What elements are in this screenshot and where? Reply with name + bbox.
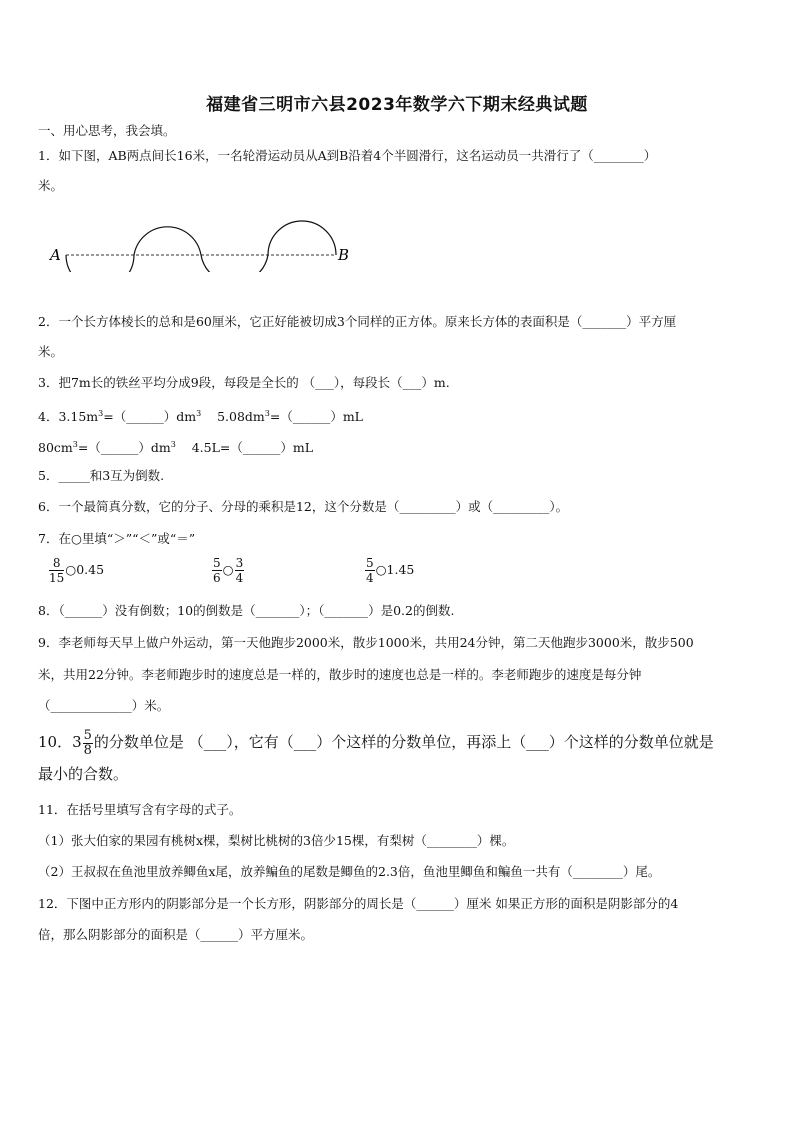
semicircle-path-figure [44,212,364,272]
question-2-line-2: 米。 [38,344,64,359]
point-a-label: A [50,246,61,264]
question-11-text: 11．在括号里填写含有字母的式子。 [38,802,242,817]
q7-item-1: $\frac{8}{15}$ ○0.45 [49,556,105,585]
question-11-part-1: （1）张大伯家的果园有桃树x棵，梨树比桃树的3倍少15棵，有梨树（________）棵。 [38,833,515,848]
question-7-items [38,556,758,592]
question-4-row-2: $80cm^3=(\_\_\_\_\_\_)dm^3$ 4.5L=（______）mL [38,440,314,456]
question-4-row-1: 4．$3.15m^3=(\_\_\_\_\_\_)dm^3$ $5.08dm^3=(\_\_\_\_\_\_)mL$ [38,409,363,425]
semicircle-2 [134,227,201,255]
question-1-line-1: 1．如下图，AB两点间长16米，一名轮滑运动员从A到B沿着4个半圆滑行，这名运动员一共滑行了（________） [38,148,657,163]
question-2-line-1: 2．一个长方体棱长的总和是60厘米，它正好能被切成3个同样的正方体。原来长方体的表面积是（_______）平方厘 [38,314,677,329]
question-1-line-2: 米。 [38,178,64,193]
question-10-line-1: 10．3 $\frac{5}{8}$ 的分数单位是 （___），它有（___）个这样的分数单位，再添上（___）个这样的分数单位就是 [38,727,714,758]
point-b-label: B [338,246,350,264]
question-11-part-2: （2）王叔叔在鱼池里放养鲫鱼x尾，放养鳊鱼的尾数是鲫鱼的2.3倍，鱼池里鲫鱼和鳊鱼一共有（________）尾。 [38,864,661,879]
question-12-line-1: 12．下图中正方形内的阴影部分是一个长方形，阴影部分的周长是（______）厘米 如果正方形的面积是阴影部分的4 [38,896,679,911]
question-9-line-3: （_____________）米。 [38,698,170,713]
page-title: 福建省三明市六县2023年数学六下期末经典试题 [206,95,588,115]
q7-item-2: $\frac{5}{6}$ ○ $\frac{3}{4}$ [213,556,244,585]
section-heading: 一、用心思考，我会填。 [38,123,176,138]
question-5: 5．_____和3互为倒数. [38,468,165,483]
q7-item-3: $\frac{5}{4}$ ○1.45 [366,556,415,585]
question-12-line-2: 倍，那么阴影部分的面积是（______）平方厘米。 [38,927,314,942]
semicircle-4 [268,221,336,255]
question-6: 6．一个最简真分数，它的分子、分母的乘积是12，这个分数是（_________）或（_________）。 [38,499,569,514]
question-7-text: 7．在○里填“＞”“＜”或“＝” [38,531,196,546]
question-9-line-1: 9．李老师每天早上做户外运动，第一天他跑步2000米，散步1000米，共用24分钟，第二天他跑步3000米，散步500 [38,635,694,650]
q4-a1: 3.15m [58,409,99,425]
question-3: 3．把7m长的铁丝平均分成9段，每段是全长的 （___），每段长（___）m. [38,375,450,390]
question-10-line-2: 最小的合数。 [38,765,129,783]
semicircle-1 [66,255,134,272]
question-8: 8．（______）没有倒数；10的倒数是（_______）；（_______）是0.2的倒数. [38,603,455,618]
semicircle-3 [201,255,268,272]
question-9-line-2: 米，共用22分钟。李老师跑步时的速度总是一样的，散步时的速度也总是一样的。李老师跑步的速度是每分钟 [38,667,642,682]
